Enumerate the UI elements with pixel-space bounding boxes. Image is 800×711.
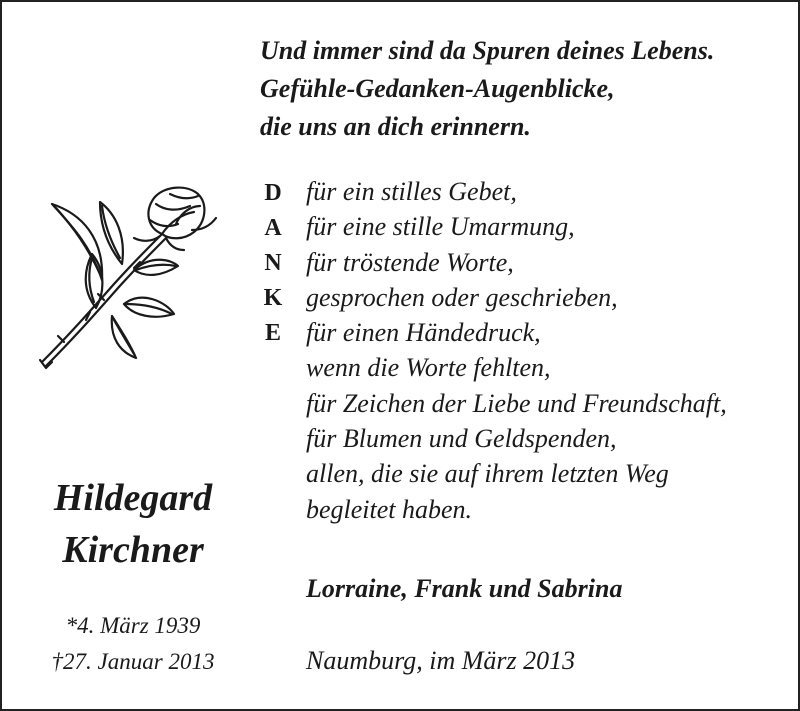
intro-verse [260, 32, 790, 146]
thanks-line: gesprochen oder geschrieben, [306, 282, 618, 312]
intro-line: Und immer sind da Spuren deines Lebens. [260, 36, 715, 65]
first-name: Hildegard [53, 477, 213, 519]
last-name: Kirchner [62, 529, 204, 571]
thanks-line: begleitet haben. [306, 494, 473, 524]
place-date: Naumburg, im März 2013 [306, 646, 576, 675]
rose-icon [30, 184, 230, 374]
deceased-name [22, 472, 244, 576]
intro-line: die uns an dich erinnern. [260, 112, 531, 141]
acrostic-letter: K [263, 285, 283, 311]
acrostic-letter: E [264, 320, 281, 346]
thanks-line: für einen Händedruck, [306, 318, 541, 348]
birth-date: *4. März 1939 [65, 613, 201, 638]
thanks-line: wenn die Worte fehlten, [306, 353, 551, 383]
death-date: †27. Januar 2013 [51, 649, 215, 674]
acrostic-letter: N [264, 250, 282, 276]
danke-acrostic [260, 178, 286, 353]
thanks-list [306, 174, 786, 527]
thanks-line: allen, die sie auf ihrem letzten Weg [306, 459, 669, 489]
intro-line: Gefühle-Gedanken-Augenblicke, [260, 74, 615, 103]
acrostic-letter: D [264, 180, 282, 206]
life-dates [22, 608, 244, 680]
thanks-line: für eine stille Umarmung, [306, 212, 575, 242]
signers: Lorraine, Frank und Sabrina [306, 574, 623, 603]
thanks-line: für Zeichen der Liebe und Freundschaft, [306, 388, 727, 418]
thanks-line: für ein stilles Gebet, [306, 177, 517, 206]
acrostic-letter: A [264, 215, 282, 241]
thanks-line: für Blumen und Geldspenden, [306, 424, 617, 454]
thanks-line: für tröstende Worte, [306, 247, 514, 277]
